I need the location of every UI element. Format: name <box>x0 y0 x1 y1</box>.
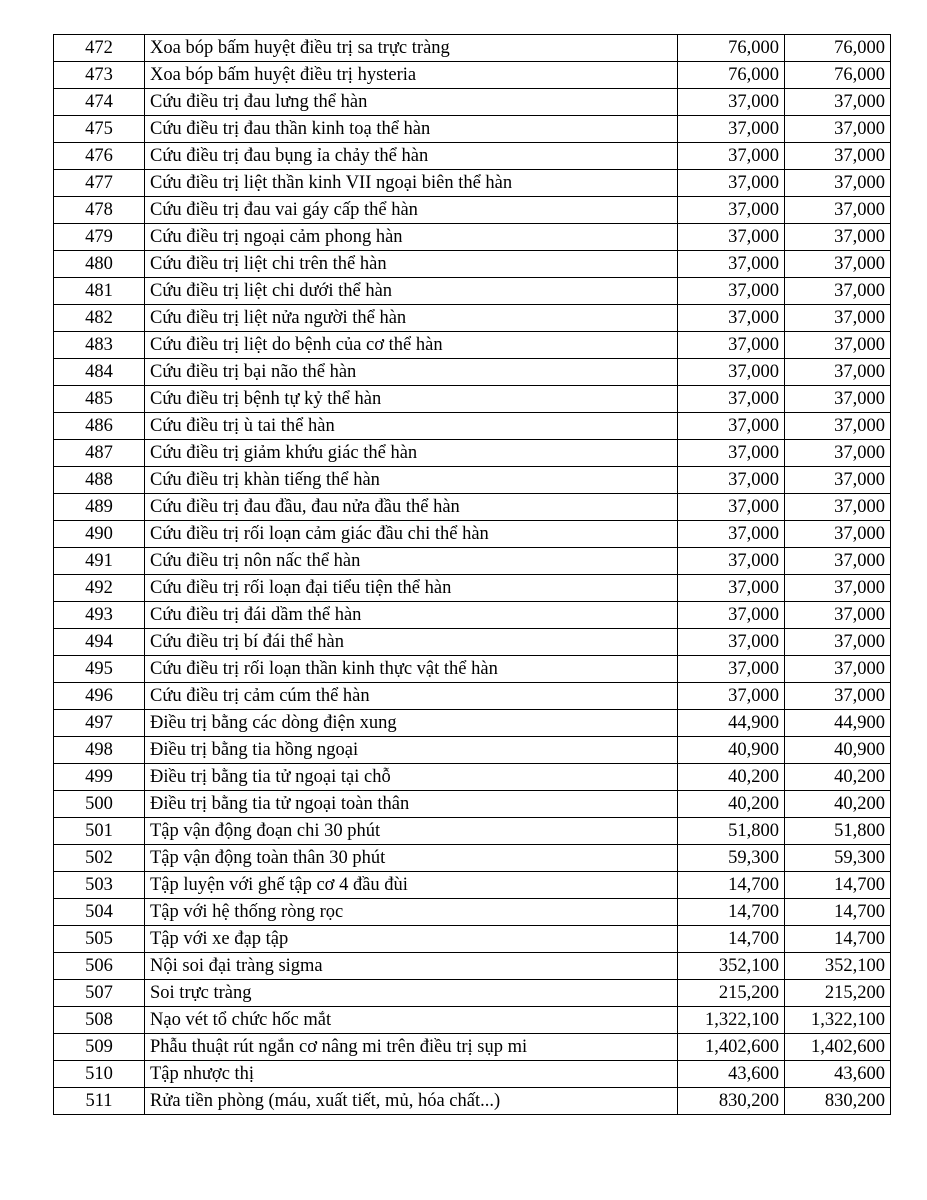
row-number-cell: 506 <box>54 953 145 980</box>
row-number-cell: 475 <box>54 116 145 143</box>
price-cell-1: 37,000 <box>678 332 785 359</box>
service-name-cell: Cứu điều trị nôn nấc thể hàn <box>145 548 678 575</box>
price-cell-1: 215,200 <box>678 980 785 1007</box>
table-row <box>54 953 891 980</box>
price-cell-1: 37,000 <box>678 656 785 683</box>
row-number-cell: 492 <box>54 575 145 602</box>
price-cell-1: 37,000 <box>678 89 785 116</box>
row-number-cell: 476 <box>54 143 145 170</box>
service-name-cell: Tập với xe đạp tập <box>145 926 678 953</box>
price-cell-2: 37,000 <box>785 521 891 548</box>
row-number-cell: 477 <box>54 170 145 197</box>
price-cell-2: 1,322,100 <box>785 1007 891 1034</box>
price-cell-2: 37,000 <box>785 440 891 467</box>
price-cell-2: 37,000 <box>785 629 891 656</box>
service-name-cell: Rửa tiền phòng (máu, xuất tiết, mủ, hóa chất...) <box>145 1088 678 1115</box>
service-name-cell: Tập với hệ thống ròng rọc <box>145 899 678 926</box>
price-cell-1: 37,000 <box>678 224 785 251</box>
price-cell-2: 14,700 <box>785 926 891 953</box>
service-name-cell: Cứu điều trị khàn tiếng thể hàn <box>145 467 678 494</box>
row-number-cell: 510 <box>54 1061 145 1088</box>
price-cell-1: 37,000 <box>678 251 785 278</box>
price-cell-2: 76,000 <box>785 62 891 89</box>
price-cell-1: 352,100 <box>678 953 785 980</box>
price-cell-2: 37,000 <box>785 143 891 170</box>
table-row <box>54 602 891 629</box>
table-row <box>54 1088 891 1115</box>
table-row <box>54 386 891 413</box>
table-row <box>54 548 891 575</box>
price-cell-1: 1,322,100 <box>678 1007 785 1034</box>
row-number-cell: 486 <box>54 413 145 440</box>
row-number-cell: 488 <box>54 467 145 494</box>
service-name-cell: Cứu điều trị liệt do bệnh của cơ thể hàn <box>145 332 678 359</box>
price-cell-1: 37,000 <box>678 278 785 305</box>
price-cell-1: 37,000 <box>678 170 785 197</box>
service-name-cell: Soi trực tràng <box>145 980 678 1007</box>
price-cell-1: 830,200 <box>678 1088 785 1115</box>
row-number-cell: 508 <box>54 1007 145 1034</box>
price-cell-2: 51,800 <box>785 818 891 845</box>
table-row <box>54 89 891 116</box>
service-name-cell: Cứu điều trị đau bụng ỉa chảy thể hàn <box>145 143 678 170</box>
price-cell-2: 37,000 <box>785 359 891 386</box>
price-cell-2: 37,000 <box>785 278 891 305</box>
price-cell-1: 37,000 <box>678 629 785 656</box>
row-number-cell: 503 <box>54 872 145 899</box>
price-cell-1: 37,000 <box>678 197 785 224</box>
price-cell-1: 51,800 <box>678 818 785 845</box>
price-cell-2: 37,000 <box>785 305 891 332</box>
service-name-cell: Cứu điều trị rối loạn thần kinh thực vật thể hàn <box>145 656 678 683</box>
price-cell-2: 37,000 <box>785 548 891 575</box>
service-name-cell: Cứu điều trị đau vai gáy cấp thể hàn <box>145 197 678 224</box>
price-cell-2: 37,000 <box>785 413 891 440</box>
service-name-cell: Cứu điều trị đau lưng thể hàn <box>145 89 678 116</box>
price-cell-2: 37,000 <box>785 683 891 710</box>
table-row <box>54 494 891 521</box>
table-row <box>54 575 891 602</box>
row-number-cell: 478 <box>54 197 145 224</box>
service-name-cell: Xoa bóp bấm huyệt điều trị sa trực tràng <box>145 35 678 62</box>
table-row <box>54 143 891 170</box>
row-number-cell: 493 <box>54 602 145 629</box>
price-cell-2: 37,000 <box>785 116 891 143</box>
row-number-cell: 474 <box>54 89 145 116</box>
price-cell-1: 43,600 <box>678 1061 785 1088</box>
table-row <box>54 683 891 710</box>
price-cell-1: 44,900 <box>678 710 785 737</box>
row-number-cell: 505 <box>54 926 145 953</box>
table-body <box>54 35 891 1115</box>
service-name-cell: Nội soi đại tràng sigma <box>145 953 678 980</box>
price-cell-1: 37,000 <box>678 467 785 494</box>
service-name-cell: Cứu điều trị liệt thần kinh VII ngoại biên thể hàn <box>145 170 678 197</box>
table-row <box>54 764 891 791</box>
price-table <box>53 34 891 1115</box>
table-row <box>54 1007 891 1034</box>
service-name-cell: Cứu điều trị đái dầm thể hàn <box>145 602 678 629</box>
table-row <box>54 980 891 1007</box>
price-cell-1: 37,000 <box>678 413 785 440</box>
table-row <box>54 818 891 845</box>
price-cell-1: 76,000 <box>678 62 785 89</box>
row-number-cell: 502 <box>54 845 145 872</box>
service-name-cell: Tập vận động toàn thân 30 phút <box>145 845 678 872</box>
table-row <box>54 440 891 467</box>
service-name-cell: Điều trị bằng tia tử ngoại tại chỗ <box>145 764 678 791</box>
row-number-cell: 509 <box>54 1034 145 1061</box>
row-number-cell: 479 <box>54 224 145 251</box>
price-cell-1: 37,000 <box>678 683 785 710</box>
table-row <box>54 629 891 656</box>
price-cell-2: 37,000 <box>785 332 891 359</box>
service-name-cell: Cứu điều trị ngoại cảm phong hàn <box>145 224 678 251</box>
service-name-cell: Cứu điều trị đau đầu, đau nửa đầu thể hàn <box>145 494 678 521</box>
service-name-cell: Cứu điều trị ù tai thể hàn <box>145 413 678 440</box>
table-row <box>54 467 891 494</box>
service-name-cell: Cứu điều trị liệt chi dưới thể hàn <box>145 278 678 305</box>
table-row <box>54 791 891 818</box>
table-row <box>54 1061 891 1088</box>
service-name-cell: Cứu điều trị liệt chi trên thể hàn <box>145 251 678 278</box>
price-cell-2: 40,200 <box>785 764 891 791</box>
row-number-cell: 484 <box>54 359 145 386</box>
table-row <box>54 845 891 872</box>
price-cell-1: 37,000 <box>678 602 785 629</box>
table-row <box>54 656 891 683</box>
table-row <box>54 251 891 278</box>
service-name-cell: Điều trị bằng tia hồng ngoại <box>145 737 678 764</box>
price-cell-2: 37,000 <box>785 89 891 116</box>
table-row <box>54 305 891 332</box>
price-cell-1: 14,700 <box>678 926 785 953</box>
price-cell-2: 76,000 <box>785 35 891 62</box>
table-row <box>54 224 891 251</box>
price-cell-2: 59,300 <box>785 845 891 872</box>
row-number-cell: 489 <box>54 494 145 521</box>
price-cell-2: 37,000 <box>785 602 891 629</box>
row-number-cell: 491 <box>54 548 145 575</box>
price-cell-1: 37,000 <box>678 575 785 602</box>
price-cell-2: 37,000 <box>785 197 891 224</box>
price-cell-2: 40,900 <box>785 737 891 764</box>
price-cell-1: 40,900 <box>678 737 785 764</box>
service-name-cell: Cứu điều trị liệt nửa người thể hàn <box>145 305 678 332</box>
service-name-cell: Điều trị bằng tia tử ngoại toàn thân <box>145 791 678 818</box>
row-number-cell: 504 <box>54 899 145 926</box>
price-cell-1: 37,000 <box>678 305 785 332</box>
service-name-cell: Cứu điều trị rối loạn cảm giác đầu chi thể hàn <box>145 521 678 548</box>
row-number-cell: 485 <box>54 386 145 413</box>
price-cell-1: 37,000 <box>678 359 785 386</box>
table-row <box>54 332 891 359</box>
table-row <box>54 197 891 224</box>
table-row <box>54 278 891 305</box>
price-cell-2: 215,200 <box>785 980 891 1007</box>
price-cell-2: 352,100 <box>785 953 891 980</box>
price-cell-1: 1,402,600 <box>678 1034 785 1061</box>
service-name-cell: Cứu điều trị rối loạn đại tiểu tiện thể hàn <box>145 575 678 602</box>
price-cell-2: 830,200 <box>785 1088 891 1115</box>
price-cell-1: 37,000 <box>678 386 785 413</box>
row-number-cell: 501 <box>54 818 145 845</box>
price-cell-1: 37,000 <box>678 440 785 467</box>
price-cell-1: 40,200 <box>678 791 785 818</box>
price-cell-2: 1,402,600 <box>785 1034 891 1061</box>
row-number-cell: 487 <box>54 440 145 467</box>
price-cell-2: 37,000 <box>785 575 891 602</box>
price-cell-2: 44,900 <box>785 710 891 737</box>
row-number-cell: 480 <box>54 251 145 278</box>
table-row <box>54 35 891 62</box>
service-name-cell: Tập nhược thị <box>145 1061 678 1088</box>
service-name-cell: Điều trị bằng các dòng điện xung <box>145 710 678 737</box>
row-number-cell: 496 <box>54 683 145 710</box>
price-cell-2: 40,200 <box>785 791 891 818</box>
row-number-cell: 507 <box>54 980 145 1007</box>
row-number-cell: 499 <box>54 764 145 791</box>
price-cell-1: 37,000 <box>678 521 785 548</box>
table-row <box>54 521 891 548</box>
row-number-cell: 490 <box>54 521 145 548</box>
service-name-cell: Cứu điều trị cảm cúm thể hàn <box>145 683 678 710</box>
price-cell-1: 37,000 <box>678 143 785 170</box>
row-number-cell: 498 <box>54 737 145 764</box>
table-row <box>54 710 891 737</box>
table-row <box>54 413 891 440</box>
price-cell-2: 37,000 <box>785 494 891 521</box>
service-name-cell: Nạo vét tổ chức hốc mắt <box>145 1007 678 1034</box>
service-name-cell: Cứu điều trị bí đái thể hàn <box>145 629 678 656</box>
price-cell-1: 76,000 <box>678 35 785 62</box>
price-cell-1: 37,000 <box>678 116 785 143</box>
row-number-cell: 472 <box>54 35 145 62</box>
price-cell-2: 43,600 <box>785 1061 891 1088</box>
service-name-cell: Cứu điều trị đau thần kinh toạ thể hàn <box>145 116 678 143</box>
row-number-cell: 483 <box>54 332 145 359</box>
price-cell-2: 14,700 <box>785 899 891 926</box>
service-name-cell: Cứu điều trị giảm khứu giác thể hàn <box>145 440 678 467</box>
row-number-cell: 495 <box>54 656 145 683</box>
table-row <box>54 359 891 386</box>
table-row <box>54 899 891 926</box>
row-number-cell: 473 <box>54 62 145 89</box>
price-cell-1: 37,000 <box>678 548 785 575</box>
table-row <box>54 1034 891 1061</box>
row-number-cell: 500 <box>54 791 145 818</box>
table-row <box>54 62 891 89</box>
row-number-cell: 497 <box>54 710 145 737</box>
table-row <box>54 926 891 953</box>
price-cell-1: 59,300 <box>678 845 785 872</box>
service-name-cell: Phẫu thuật rút ngắn cơ nâng mi trên điều trị sụp mi <box>145 1034 678 1061</box>
price-cell-2: 37,000 <box>785 251 891 278</box>
table-row <box>54 170 891 197</box>
price-cell-2: 37,000 <box>785 170 891 197</box>
row-number-cell: 481 <box>54 278 145 305</box>
row-number-cell: 494 <box>54 629 145 656</box>
service-name-cell: Tập vận động đoạn chi 30 phút <box>145 818 678 845</box>
service-name-cell: Xoa bóp bấm huyệt điều trị hysteria <box>145 62 678 89</box>
service-name-cell: Tập luyện với ghế tập cơ 4 đầu đùi <box>145 872 678 899</box>
table-row <box>54 737 891 764</box>
row-number-cell: 511 <box>54 1088 145 1115</box>
row-number-cell: 482 <box>54 305 145 332</box>
price-cell-1: 37,000 <box>678 494 785 521</box>
price-cell-1: 14,700 <box>678 872 785 899</box>
service-name-cell: Cứu điều trị bại não thể hàn <box>145 359 678 386</box>
service-name-cell: Cứu điều trị bệnh tự kỷ thể hàn <box>145 386 678 413</box>
table-row <box>54 872 891 899</box>
price-cell-2: 37,000 <box>785 656 891 683</box>
price-cell-2: 37,000 <box>785 467 891 494</box>
price-cell-2: 37,000 <box>785 224 891 251</box>
price-cell-1: 14,700 <box>678 899 785 926</box>
price-cell-1: 40,200 <box>678 764 785 791</box>
price-cell-2: 14,700 <box>785 872 891 899</box>
table-row <box>54 116 891 143</box>
price-cell-2: 37,000 <box>785 386 891 413</box>
